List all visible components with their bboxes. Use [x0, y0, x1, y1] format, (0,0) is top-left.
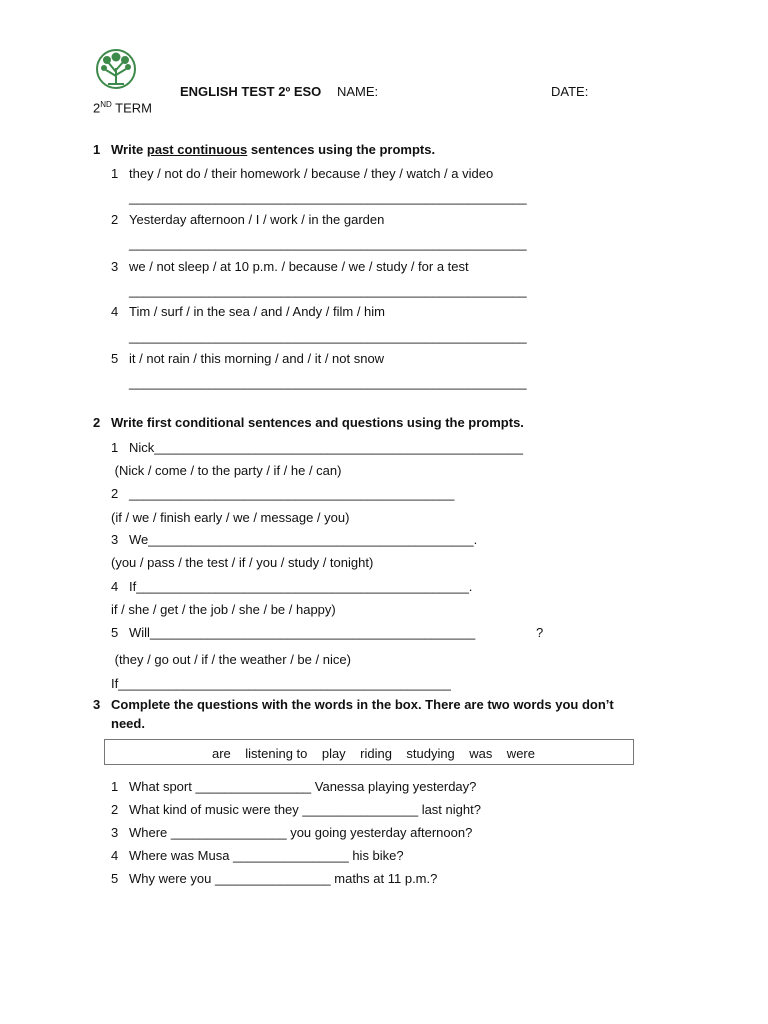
question-mark: ?: [536, 625, 544, 640]
s1-item-prompt: it / not rain / this morning / and / it / not snow: [129, 351, 385, 366]
s3-item-number: 1: [111, 779, 119, 794]
s1-item-number: 3: [111, 259, 119, 274]
s2-item-prompt: (they / go out / if / the weather / be / nice): [111, 652, 351, 667]
s1-answer-line[interactable]: _______________________________________________________: [129, 283, 527, 298]
name-label: NAME:: [337, 84, 379, 99]
section3-title-line1: Complete the questions with the words in the box. There are two words you don’t: [111, 697, 614, 712]
word-box-words: are listening to play riding studying was were: [212, 746, 535, 761]
s2-item-number: 5: [111, 625, 119, 640]
s1-answer-line[interactable]: _______________________________________________________: [129, 236, 527, 251]
section2-title: Write first conditional sentences and questions using the prompts.: [111, 415, 524, 430]
s2-item-number: 1: [111, 440, 119, 455]
s2-answer-line[interactable]: _____________________________________________: [129, 486, 455, 501]
s1-item-number: 2: [111, 212, 119, 227]
s1-item-prompt: Yesterday afternoon / I / work / in the garden: [129, 212, 385, 227]
s1-answer-line[interactable]: _______________________________________________________: [129, 375, 527, 390]
section1-number: 1: [93, 142, 101, 157]
s1-item-number: 1: [111, 166, 119, 181]
s2-item-prompt: (you / pass / the test / if / you / study / tonight): [111, 555, 374, 570]
s1-answer-line[interactable]: _______________________________________________________: [129, 190, 527, 205]
s2-answer-line[interactable]: We_____________________________________________.: [129, 532, 478, 547]
section1-title: Write past continuous sentences using the prompts.: [111, 142, 436, 157]
s2-answer-line[interactable]: If______________________________________________.: [129, 579, 473, 594]
s1-item-number: 4: [111, 304, 119, 319]
s3-item-text[interactable]: Where ________________ you going yesterday afternoon?: [129, 825, 473, 840]
s3-item-number: 5: [111, 871, 119, 886]
s3-item-text[interactable]: Where was Musa ________________ his bike?: [129, 848, 404, 863]
s1-item-number: 5: [111, 351, 119, 366]
s1-item-prompt: they / not do / their homework / because / they / watch / a video: [129, 166, 494, 181]
s2-extra-answer-line[interactable]: If______________________________________________: [111, 676, 451, 691]
s1-item-prompt: Tim / surf / in the sea / and / Andy / film / him: [129, 304, 386, 319]
s2-item-prompt: (Nick / come / to the party / if / he / can): [111, 463, 342, 478]
term-label: 2ND TERM: [93, 100, 153, 116]
s2-answer-line[interactable]: Nick___________________________________________________: [129, 440, 524, 455]
date-label: DATE:: [551, 84, 589, 99]
test-title: ENGLISH TEST 2º ESO: [180, 84, 322, 99]
section2-number: 2: [93, 415, 101, 430]
s2-item-number: 3: [111, 532, 119, 547]
tree-logo-icon: [92, 48, 140, 90]
s3-item-number: 2: [111, 802, 119, 817]
s2-item-prompt: (if / we / finish early / we / message / you): [111, 510, 350, 525]
s2-item-number: 4: [111, 579, 119, 594]
s1-item-prompt: we / not sleep / at 10 p.m. / because / we / study / for a test: [129, 259, 469, 274]
s3-item-number: 4: [111, 848, 119, 863]
s2-item-number: 2: [111, 486, 119, 501]
s3-item-number: 3: [111, 825, 119, 840]
s2-answer-line[interactable]: Will_____________________________________________: [129, 625, 476, 640]
section3-title-line2: need.: [111, 716, 145, 731]
s3-item-text[interactable]: Why were you ________________ maths at 11 p.m.?: [129, 871, 438, 886]
section3-number: 3: [93, 697, 101, 712]
s3-item-text[interactable]: What sport ________________ Vanessa playing yesterday?: [129, 779, 477, 794]
s1-answer-line[interactable]: _______________________________________________________: [129, 329, 527, 344]
s2-item-prompt: if / she / get / the job / she / be / happy): [111, 602, 336, 617]
s3-item-text[interactable]: What kind of music were they ________________ last night?: [129, 802, 481, 817]
